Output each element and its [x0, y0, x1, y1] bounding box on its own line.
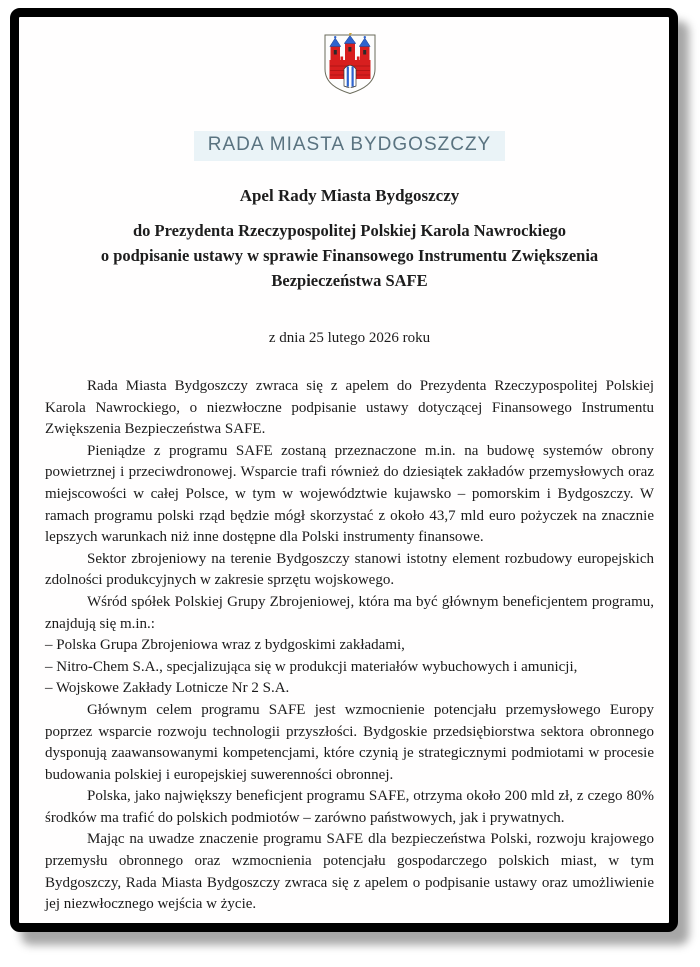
list-item: – Polska Grupa Zbrojeniowa wraz z bydgoskimi zakładami,: [45, 637, 405, 654]
list-item: – Nitro-Chem S.A., specjalizująca się w produkcji materiałów wybuchowych i amunicji,: [45, 658, 578, 675]
paragraph: Głównym celem programu SAFE jest wzmocnienie potencjału przemysłowego Europy poprzez wsparcie rozwoju technologii przyszłości. Bydgoskie przedsiębiorstwa sektora obronnego dysponują zaawansowanymi kompetencjami, które czynią je strategicznymi podmiotami w procesie budowania polskiej i europejskiej suwerenności obronnej.: [45, 701, 654, 783]
document-frame: [10, 8, 678, 932]
organization-header: RADA MIASTA BYDGOSZCZY: [194, 131, 505, 161]
paragraph: Wśród spółek Polskiej Grupy Zbrojeniowej, która ma być głównym beneficjentem programu, znajdują się m.in.:: [45, 593, 654, 632]
document-subtitle: [45, 218, 654, 293]
list-item: – Wojskowe Zakłady Lotnicze Nr 2 S.A.: [45, 680, 290, 697]
document-page: [19, 17, 669, 923]
document-date: z dnia 25 lutego 2026 roku: [268, 330, 431, 346]
bydgoszcz-coat-of-arms-icon: [322, 33, 378, 95]
paragraph: Polska, jako największy beneficjent programu SAFE, otrzyma około 200 mld zł, z czego 80% środków ma trafić do polskich podmiotów – zarówno państwowych, jak i prywatnych.: [45, 788, 654, 826]
document-body: [45, 376, 654, 916]
subtitle-line: o podpisanie ustawy w sprawie Finansowego Instrumentu Zwiększenia: [100, 246, 599, 265]
document-title: Apel Rady Miasta Bydgoszczy: [239, 186, 460, 205]
paragraph: Mając na uwadze znaczenie programu SAFE dla bezpieczeństwa Polski, rozwoju krajowego przemysłu obronnego oraz wzmocnienia potencjału gospodarczego polskich miast, w tym Bydgoszczy, Rada Miasta Bydgoszczy zwraca się z apelem o podpisanie ustawy oraz umożliwienie jej niezwłocznego wejścia w życie.: [45, 831, 654, 913]
paragraph: Pieniądze z programu SAFE zostaną przeznaczone m.in. na budowę systemów obrony powietrznej i przeciwdronowej. Wsparcie trafi również do dziesiątek zakładów przemysłowych oraz miejscowości w całej Polsce, w tym w województwie kujawsko – pomorskim i Bydgoszczy. W ramach programu polski rząd będzie mógł skorzystać z około 43,7 mld euro pożyczek na znacznie lepszych warunkach niż inne dostępne dla Polski instrumenty finansowe.: [45, 442, 654, 546]
subtitle-line: Bezpieczeństwa SAFE: [271, 271, 428, 290]
paragraph: Rada Miasta Bydgoszczy zwraca się z apelem do Prezydenta Rzeczypospolitej Polskiej Karola Nawrockiego, o niezwłoczne podpisanie ustawy dotyczącej Finansowego Instrumentu Zwiększenia Bezpieczeństwa SAFE.: [45, 378, 654, 438]
coat-of-arms-container: [45, 33, 654, 95]
subtitle-line: do Prezydenta Rzeczypospolitej Polskiej Karola Nawrockiego: [132, 221, 567, 240]
paragraph: Sektor zbrojeniowy na terenie Bydgoszczy stanowi istotny element rozbudowy europejskich zdolności produkcyjnych w zakresie sprzętu wojskowego.: [45, 550, 654, 589]
